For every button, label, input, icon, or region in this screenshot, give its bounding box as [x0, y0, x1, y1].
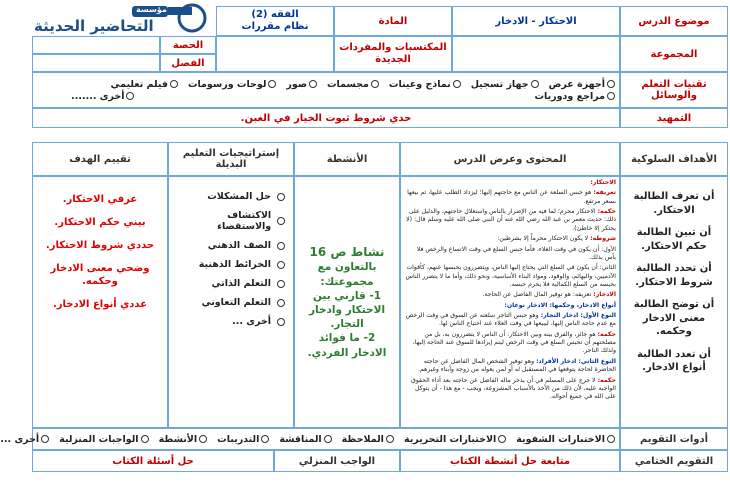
subject-value-line1: الفقه (2) — [251, 9, 299, 20]
tech-option[interactable]: فيلم تعليمي — [111, 79, 178, 90]
radio-circle-icon — [199, 435, 207, 443]
period-value — [32, 36, 160, 54]
content-label: حكمه: — [597, 376, 616, 384]
evaluation-item: حددي شروط الاحتكار. — [45, 240, 155, 251]
tech-options — [32, 72, 620, 108]
lesson-topic-value: الاحتكار - الادخار — [452, 6, 620, 36]
content-text: الأول: أن يكون في وقت الغلاء، فأما حبس السلع في وقت الاتساع والرخص فلا بأس بذلك. — [416, 245, 616, 261]
assessment-option[interactable]: الاختبارات التحريرية — [404, 434, 506, 445]
radio-circle-icon — [141, 435, 149, 443]
evaluation-header: تقييم الهدف — [32, 142, 168, 176]
objective-item: أن تبين الطالبة حكم الاحتكار. — [636, 227, 712, 252]
institution-logo — [32, 2, 210, 38]
strategies-header: إستراتيجيات التعليم البديلة — [168, 142, 294, 176]
content-label: النوع الأول: ادخار التجار: — [540, 312, 616, 320]
content-column — [400, 176, 620, 428]
assessment-option[interactable]: الاختبارات الشفوية — [516, 434, 615, 445]
objective-item: أن توضح الطالبة معنى الادخار وحكمه. — [633, 299, 715, 337]
strategy-option[interactable]: الصف الذهني — [173, 240, 285, 251]
activities-column — [294, 176, 400, 428]
lesson-topic-label: موضوع الدرس — [620, 6, 728, 36]
radio-circle-icon — [607, 80, 615, 88]
subject-value-line2: نظام مقررات — [241, 21, 309, 32]
objective-item: أن تحدد الطالبة شروط الاحتكار. — [635, 263, 713, 288]
objective-item: أن تعرف الطالبة الاحتكار. — [633, 191, 715, 216]
radio-circle-icon — [607, 435, 615, 443]
assessment-option[interactable]: الأنشطة — [159, 434, 208, 445]
strategy-option[interactable]: الاكتشاف والاستقصاء — [173, 210, 285, 232]
activity-item: 2- ما فوائد الادخار الفردي. — [307, 332, 387, 359]
assessment-option[interactable]: أخرى ... — [0, 434, 49, 445]
radio-circle-icon — [277, 242, 285, 250]
class-value — [32, 54, 160, 72]
radio-circle-icon — [277, 193, 285, 201]
content-label: الادخار: — [593, 291, 616, 299]
radio-circle-icon — [277, 318, 285, 326]
strategy-option[interactable]: حل المشكلات — [173, 191, 285, 202]
radio-circle-icon — [170, 80, 178, 88]
content-text: الاحتكار محرم؛ لما فيه من الإضرار بالناس واستغلال حاجتهم، والدليل على ذلك: حديث معمر بن عبد الله رضي الله عنه أن النبي صلى الله عليه وسلم قال: (لا يحتكر إلا خاطئ). — [406, 208, 616, 232]
radio-circle-icon — [261, 435, 269, 443]
radio-circle-icon — [371, 80, 379, 88]
logo-top-text: مؤسسة — [136, 5, 167, 14]
logo-main-text: التحاضير الحديثة — [34, 17, 154, 35]
radio-circle-icon — [41, 435, 49, 443]
group-label: المجموعة — [620, 36, 728, 72]
homework-value: حل أسئلة الكتاب — [32, 450, 274, 472]
content-header: المحتوى وعرض الدرس — [400, 142, 620, 176]
vocab-label — [334, 36, 452, 72]
content-title: الاحتكار: — [590, 179, 616, 186]
radio-circle-icon — [268, 80, 276, 88]
content-text: وهو حبس التاجر سلعته عن السوق في وقت الرخص مع عدم حاجة الناس إليها، ليبيعها في وقت الغلاء عند احتياج الناس لها. — [405, 312, 616, 328]
evaluation-item: بيني حكم الاحتكار. — [54, 217, 146, 228]
activity-title: نشاط ص 16 — [309, 245, 385, 260]
strategy-option[interactable]: أخرى ... — [173, 316, 285, 327]
assessment-label: أدوات التقويم — [620, 428, 728, 450]
activity-intro: بالتعاون مع مجموعتك: — [317, 261, 377, 288]
content-label: تعريفه: — [593, 189, 616, 197]
assessment-option[interactable]: التدريبات — [217, 434, 269, 445]
tech-option[interactable]: لوحات ورسومات — [188, 79, 276, 90]
radio-circle-icon — [531, 80, 539, 88]
strategy-option[interactable]: التعلم الذاتي — [173, 278, 285, 289]
assessment-option[interactable]: الملاحظة — [342, 434, 394, 445]
tech-option[interactable]: أجهزة عرض — [549, 79, 615, 90]
tech-option[interactable]: أخرى ....... — [71, 91, 134, 102]
assessment-option[interactable]: المناقشة — [279, 434, 331, 445]
radio-circle-icon — [607, 92, 615, 100]
objectives-column — [620, 176, 728, 428]
subject-value — [216, 6, 334, 36]
tech-option[interactable]: صور — [286, 79, 317, 90]
group-value — [452, 36, 620, 72]
assessment-option[interactable]: الواجبات المنزلية — [59, 434, 148, 445]
radio-circle-icon — [498, 435, 506, 443]
tech-option[interactable]: مراجع ودوريات — [534, 91, 615, 102]
vocab-label-line2: الجديدة — [375, 54, 411, 65]
homework-label: الواجب المنزلي — [274, 450, 400, 472]
vocab-label-line1: المكتسبات والمفردات — [339, 41, 447, 53]
intro-value: حدي شروط ثبوت الخيار في الغبن. — [32, 108, 620, 128]
final-evaluation-label: التقويم الختامي — [620, 450, 728, 472]
content-label: النوع الثاني: ادخار الأفراد: — [536, 357, 616, 365]
evaluation-item: عرفي الاحتكار. — [62, 194, 138, 205]
objective-item: أن تعدد الطالبة أنواع الادخار. — [637, 348, 711, 373]
radio-circle-icon — [324, 435, 332, 443]
tech-option[interactable]: نماذج وعينات — [389, 79, 461, 90]
assessment-options — [0, 428, 620, 450]
final-evaluation-value: متابعة حل أنشطة الكتاب — [400, 450, 620, 472]
content-label: حكمه: — [597, 330, 616, 338]
period-label: الحصة — [160, 36, 216, 54]
radio-circle-icon — [277, 217, 285, 225]
radio-circle-icon — [126, 92, 134, 100]
activity-item: 1- قارني بين الاحتكار وادخار التجار. — [308, 289, 386, 331]
content-text: الثاني: أن يكون في السلع التي يحتاج إليها الناس، ويتضررون بحبسها عنهم، كأقوات الآدميين، والبهائم، والوقود، ومواد البناء الأساسية، ونحو ذلك، وأما ما لا يتضرر الناس بحبسه من السلع الكمالية فلا يحرم حبسه. — [405, 264, 616, 288]
activities-header: الأنشطة — [294, 142, 400, 176]
objectives-header: الأهداف السلوكية — [620, 142, 728, 176]
tech-option[interactable]: مجسمات — [327, 79, 379, 90]
content-text: هو حبس السلعة عن الناس مع حاجتهم إليها؛ ليزداد الطلب عليها، ثم بيعها بسعر مرتفع. — [407, 189, 616, 205]
content-text: لا حرج على المسلم في أن يدخر ماله الفاضل عن حاجته بعد أداء الحقوق الواجبة عليه، لأن ذلك من الأخذ بالأسباب المشروعة، ويجب - مع هذا - أن يتوكل على الله في جميع أحواله. — [411, 376, 616, 401]
content-label: شروطه: — [590, 235, 616, 243]
vocab-value — [216, 36, 334, 72]
radio-circle-icon — [453, 80, 461, 88]
subject-label: المادة — [334, 6, 452, 36]
content-text: لا يكون الاحتكار محرماً إلا بشرطين: — [497, 235, 589, 243]
content-text: وهو توفير الشخص المال الفاضل عن حاجته الحاضرة لحاجة يتوقعها في المستقبل له أو لمن يعوله من زوجة وأبناء وغيرهم. — [417, 357, 616, 374]
evaluation-item: عددي أنواع الادخار. — [52, 299, 148, 310]
class-label: الفصل — [160, 54, 216, 72]
evaluation-item: وضحي معنى الادخار وحكمه. — [50, 263, 150, 287]
evaluation-column — [32, 176, 168, 428]
content-label: حكمه: — [597, 208, 616, 216]
radio-circle-icon — [386, 435, 394, 443]
strategy-option[interactable]: التعلم التعاوني — [173, 297, 285, 308]
tech-label: تقنيات التعلم والوسائل — [620, 72, 728, 108]
content-text: أنواع الادخار، وحكمها: الادخار نوعان: — [504, 301, 616, 309]
radio-circle-icon — [277, 261, 285, 269]
strategy-option[interactable]: الخرائط الذهنية — [173, 259, 285, 270]
radio-circle-icon — [277, 299, 285, 307]
intro-label: التمهيد — [620, 108, 728, 128]
content-text: تعريفه: هو توفير المال الفاضل عن الحاجة. — [482, 291, 592, 299]
strategies-column — [168, 176, 294, 428]
radio-circle-icon — [277, 280, 285, 288]
radio-circle-icon — [309, 80, 317, 88]
tech-option[interactable]: جهاز تسجيل — [471, 79, 539, 90]
content-text: هو جائز، والفرق بينه وبين الاحتكار: أن الناس لا يتضررون به، بل من مصلحتهم أن تحبس السلع في وقت الرخص ليتم إيرادها للسوق عند الحاجة إليها، ولذلك التاجر. — [412, 330, 616, 355]
